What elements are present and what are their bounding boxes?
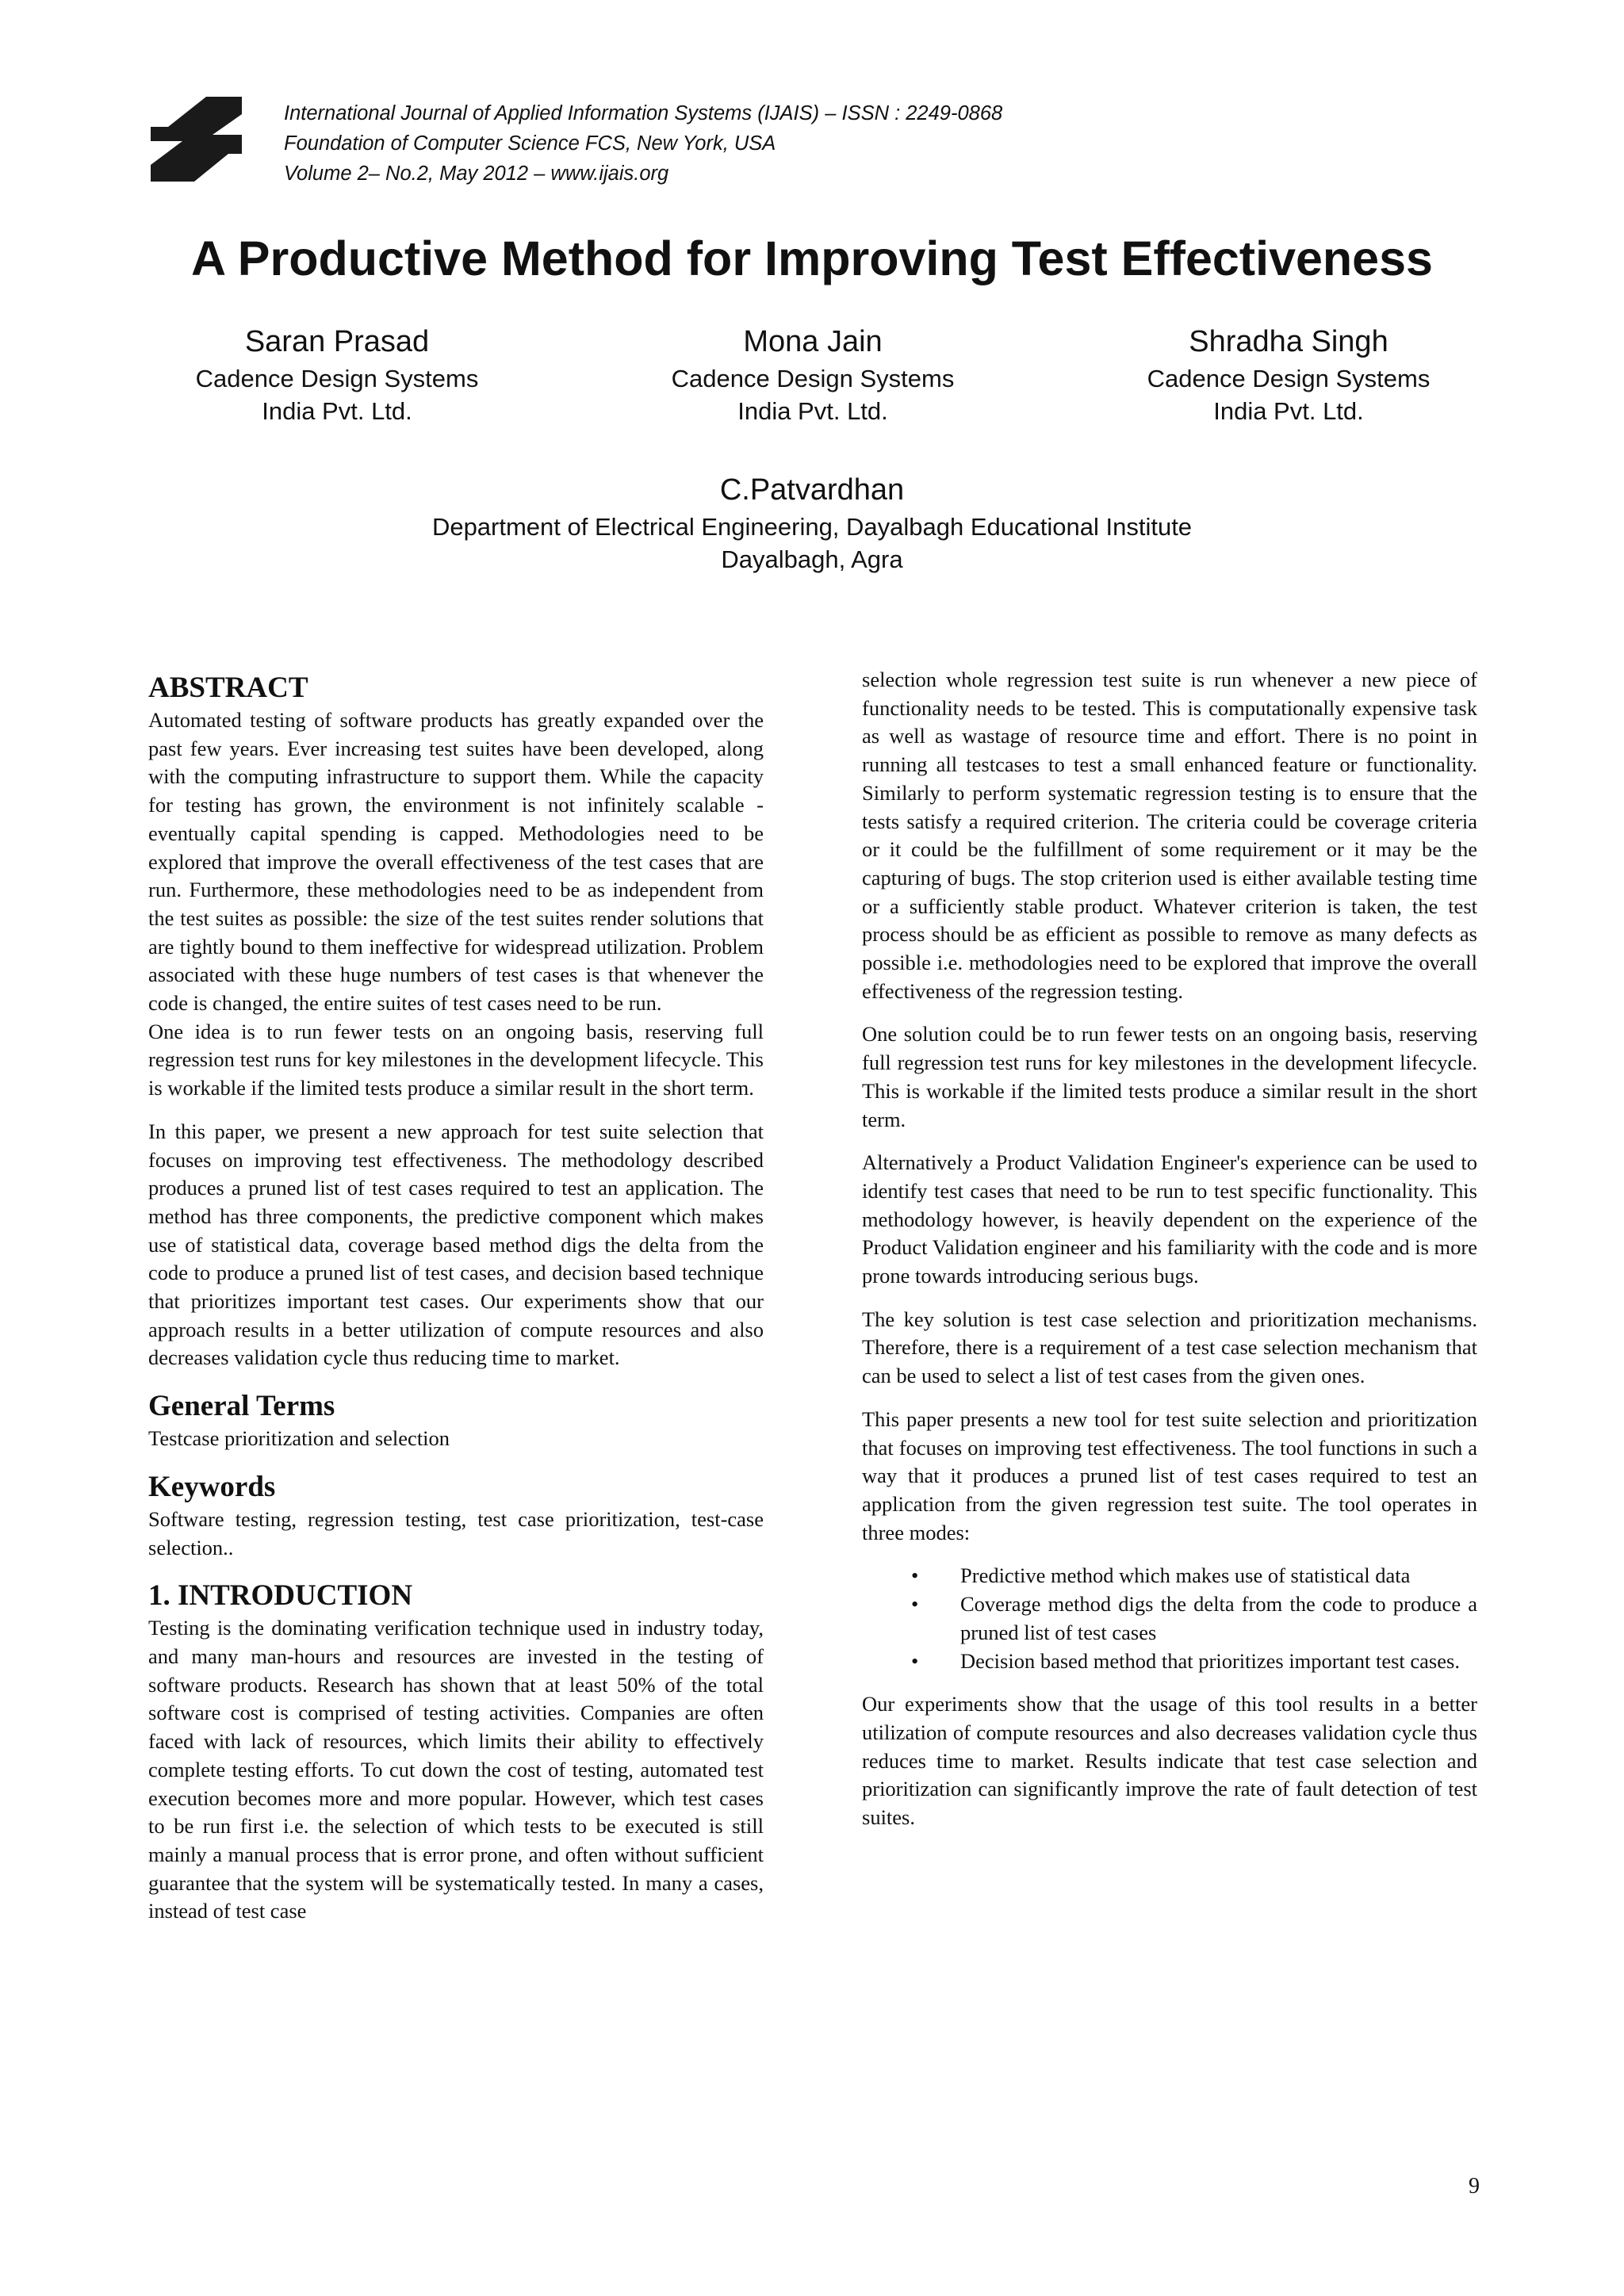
keywords-heading: Keywords <box>148 1470 276 1503</box>
body-paragraph: selection whole regression test suite is run whenever a new piece of functionality needs to be tested. This is computationally expensive task as well as wastage of resource time and effort. There is no point in running all testcases to test a small enhanced feature or functionality. Similarly to perform systematic regression testing is to ensure that the tests satisfy a required criterion. The criteria could be coverage criteria or it could be the fulfillment of some requirement or it may be the capturing of bugs. The stop criterion used is either available testing time or a sufficiently stable product. Whatever criterion is taken, the test process should be as efficient as possible to remove as many defects as possible i.e. methodologies need to be explored that improve the overall effectiveness of the regression testing. <box>862 668 1477 1003</box>
bullet-icon: • <box>911 1648 919 1673</box>
general-terms-text: Testcase prioritization and selection <box>148 1426 450 1451</box>
author-affiliation: India Pvt. Ltd. <box>737 397 888 425</box>
journal-line-3: Volume 2– No.2, May 2012 – www.ijais.org <box>284 163 669 185</box>
author-block <box>257 469 1367 576</box>
journal-line-2: Foundation of Computer Science FCS, New York, USA <box>284 132 776 155</box>
author-affiliation: Cadence Design Systems <box>671 365 955 392</box>
author-affiliation: Department of Electrical Engineering, Dayalbagh Educational Institute <box>431 513 1193 541</box>
author-affiliation: Dayalbagh, Agra <box>721 545 903 573</box>
abstract-heading: ABSTRACT <box>148 672 308 704</box>
author-name: C.Patvardhan <box>719 473 905 507</box>
right-column <box>862 666 1477 1847</box>
author-name: Shradha Singh <box>1189 325 1388 358</box>
author-block <box>1051 321 1526 427</box>
author-affiliation: India Pvt. Ltd. <box>1213 397 1364 425</box>
author-block <box>99 321 575 427</box>
body-paragraph: One solution could be to run fewer tests on an ongoing basis, reserving full regression test runs for key milestones in the development lifecycle. This is workable if the limited tests produce a similar result in the short term. <box>862 1022 1477 1131</box>
body-paragraph: The key solution is test case selection and prioritization mechanisms. Therefore, there is a requirement of a test case selection mechanism that can be used to select a list of test cases from the given ones. <box>862 1307 1477 1388</box>
list-item-text: Decision based method that prioritizes important test cases. <box>960 1648 1460 1673</box>
body-paragraph: Our experiments show that the usage of this tool results in a better utilization of compute resources and also decreases validation cycle thus reduces time to market. Results indicate that test case selection and prioritization can significantly improve the rate of fault detection of test suites. <box>862 1692 1477 1830</box>
paper-title: A Productive Method for Improving Test Effectiveness <box>191 232 1433 285</box>
body-paragraph: This paper presents a new tool for test suite selection and prioritization that focuses on improving test effectiveness. The tool functions in such a way that it produces a pruned list of test cases required to test an application from the given regression test suite. The tool operates in three modes: <box>862 1406 1477 1544</box>
list-item <box>862 1562 1477 1590</box>
abstract-paragraph: In this paper, we present a new approach for test suite selection that focuses on improving test effectiveness. The methodology described produces a pruned list of test cases required to test an application. The method has three components, the predictive component which makes use of statistical data, coverage based method digs the delta from the code to produce a pruned list of test cases, and decision based technique that prioritizes important test cases. Our experiments show that our approach results in a better utilization of compute resources and also decreases validation cycle thus reducing time to market. <box>148 1119 764 1370</box>
author-name: Mona Jain <box>743 325 883 358</box>
introduction-heading: 1. INTRODUCTION <box>148 1579 413 1613</box>
left-column <box>148 666 764 1941</box>
abstract-paragraph: Automated testing of software products has greatly expanded over the past few years. Ever increasing test suites have been developed, along with the computing infrastructure to support them. While the capacity for testing has grown, the environment is not infinitely scalable - eventually capital spending is capped. Methodologies need to be explored that improve the overall effectiveness of the test cases that are run. Furthermore, these methodologies need to be as independent from the test suites as possible: the size of the test suites render solutions that are tightly bound to them ineffective for widespread utilization. Problem associated with these huge numbers of test cases is that whenever the code is changed, the entire suites of test cases need to be run. <box>148 708 764 1016</box>
author-affiliation: India Pvt. Ltd. <box>262 397 412 425</box>
author-affiliation: Cadence Design Systems <box>1147 365 1431 392</box>
author-block <box>575 321 1051 427</box>
journal-line-1: International Journal of Applied Information Systems (IJAIS) – ISSN : 2249-0868 <box>284 102 1003 124</box>
tool-modes-list <box>862 1562 1477 1675</box>
list-item-text: Coverage method digs the delta from the code to produce a pruned list of test cases <box>960 1592 1477 1644</box>
bullet-icon: • <box>911 1563 919 1588</box>
general-terms-heading: General Terms <box>148 1390 335 1423</box>
author-affiliation: Cadence Design Systems <box>195 365 479 392</box>
author-name: Saran Prasad <box>244 325 430 358</box>
bullet-icon: • <box>911 1592 919 1617</box>
introduction-paragraph: Testing is the dominating verification technique used in industry today, and many man-hours and resources are invested in the testing of software products. Research has shown that at least 50% of the total software cost is comprised of testing activities. Companies are often faced with lack of resources, which limits their ability to effectively complete testing efforts. To cut down the cost of testing, automated test execution becomes more and more popular. However, which test cases to be run first i.e. the selection of which tests to be executed is still mainly a manual process that is error prone, and often without sufficient guarantee that the system will be systematically tested. In many a cases, instead of test case <box>148 1616 764 1923</box>
journal-logo-icon <box>151 97 242 182</box>
body-paragraph: Alternatively a Product Validation Engineer's experience can be used to identify test cases that need to be run to test specific functionality. This methodology however, is heavily dependent on the experience of the Product Validation engineer and his familiarity with the code and is more prone towards introducing serious bugs. <box>862 1150 1477 1288</box>
list-item <box>862 1647 1477 1676</box>
page-number: 9 <box>1469 2174 1480 2198</box>
journal-header <box>284 98 1002 189</box>
list-item <box>862 1590 1477 1647</box>
abstract-paragraph: One idea is to run fewer tests on an ongoing basis, reserving full regression test runs for key milestones in the development lifecycle. This is workable if the limited tests produce a similar result in the short term. <box>148 1019 764 1100</box>
list-item-text: Predictive method which makes use of statistical data <box>960 1563 1411 1588</box>
keywords-text: Software testing, regression testing, test case prioritization, test-case selection.. <box>148 1506 764 1559</box>
